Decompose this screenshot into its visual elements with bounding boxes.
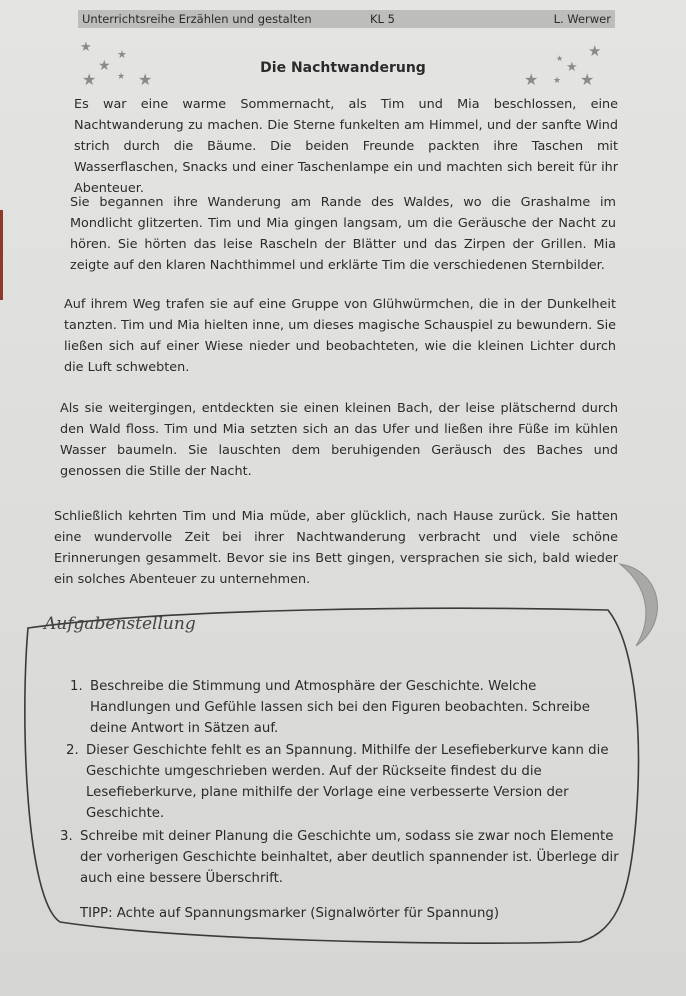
star-icon: ★ [556, 54, 564, 63]
tasks-heading: Aufgabenstellung [44, 614, 196, 634]
task-item [66, 740, 622, 824]
story-paragraph-2: Sie begannen ihre Wanderung am Rande des Waldes, wo die Grashalme im Mondlicht glitzerten. Tim und Mia gingen langsam, um die Geräusche der Nacht zu hören. Sie hörten das leise Rascheln der Blätter und das Zirpen der Grillen. Mia zeigte auf den klaren Nachthimmel und erklärte Tim die verschiedenen Sternbilder. [70, 195, 616, 273]
story-paragraph-3: Auf ihrem Weg trafen sie auf eine Gruppe von Glühwürmchen, die in der Dunkelheit tanzten. Tim und Mia hielten inne, um dieses magische Schauspiel zu bewundern. Sie ließen sich auf einer Wiese nieder und beobachteten, wie die kleinen Lichter durch die Luft schwebten. [64, 297, 616, 375]
task-item [60, 826, 620, 889]
header-series: Unterrichtsreihe Erzählen und gestalten [82, 12, 312, 26]
story-paragraph-5: Schließlich kehrten Tim und Mia müde, aber glücklich, nach Hause zurück. Sie hatten eine wundervolle Zeit bei ihrer Nachtwanderung verbracht und viele schöne Erinnerungen gesammelt. Bevor sie ins Bett gingen, versprachen sie sich, bald wieder ein solches Abenteuer zu unternehmen. [54, 509, 618, 587]
task-item [70, 676, 620, 739]
star-icon: ★ [580, 70, 595, 89]
star-icon: ★ [117, 72, 126, 82]
header-bar [78, 10, 615, 28]
task-number: 3. [60, 829, 73, 844]
header-class: KL 5 [370, 12, 395, 26]
crescent-moon-icon [600, 560, 670, 650]
task-number: 1. [70, 679, 83, 694]
margin-mark [0, 210, 3, 300]
star-icon: ★ [98, 58, 111, 74]
star-icon: ★ [553, 76, 562, 86]
star-icon: ★ [82, 70, 97, 89]
task-text: Dieser Geschichte fehlt es an Spannung. Mithilfe der Lesefieberkurve kann die Geschichte umgeschrieben werden. Auf der Rückseite findest du die Lesefieberkurve, plane mithilfe der Vorlage eine verbesserte Version der Geschichte. [86, 743, 609, 821]
story-paragraph-4: Als sie weitergingen, entdeckten sie einen kleinen Bach, der leise plätschernd durch den Wald floss. Tim und Mia setzten sich an das Ufer und ließen ihre Füße im kühlen Wasser baumeln. Sie lauschten dem beruhigenden Geräusch des Baches und genossen die Stille der Nacht. [60, 401, 618, 479]
task-text: Beschreibe die Stimmung und Atmosphäre der Geschichte. Welche Handlungen und Gefühle lassen sich bei den Figuren beobachten. Schreibe deine Antwort in Sätzen auf. [90, 679, 590, 736]
star-icon: ★ [566, 60, 578, 75]
page-title: Die Nachtwanderung [260, 60, 426, 76]
star-icon: ★ [80, 40, 92, 55]
tip-text: TIPP: Achte auf Spannungsmarker (Signalwörter für Spannung) [80, 906, 500, 921]
story-paragraph-1: Es war eine warme Sommernacht, als Tim und Mia beschlossen, eine Nachtwanderung zu machen. Die Sterne funkelten am Himmel, und der sanfte Wind strich durch die Bäume. Die beiden Freunde packten ihre Taschen mit Wasserflaschen, Snacks und einer Taschenlampe ein und machten sich bereit für ihr Abenteuer. [74, 97, 618, 196]
star-icon: ★ [117, 48, 127, 61]
task-number: 2. [66, 743, 79, 758]
task-text: Schreibe mit deiner Planung die Geschichte um, sodass sie zwar noch Elemente der vorherigen Geschichte beinhaltet, aber deutlich spannender ist. Überlege dir auch eine bessere Überschrift. [80, 829, 619, 886]
star-icon: ★ [138, 70, 153, 89]
header-author: L. Werwer [553, 12, 611, 26]
star-icon: ★ [588, 42, 602, 60]
star-icon: ★ [524, 70, 539, 89]
